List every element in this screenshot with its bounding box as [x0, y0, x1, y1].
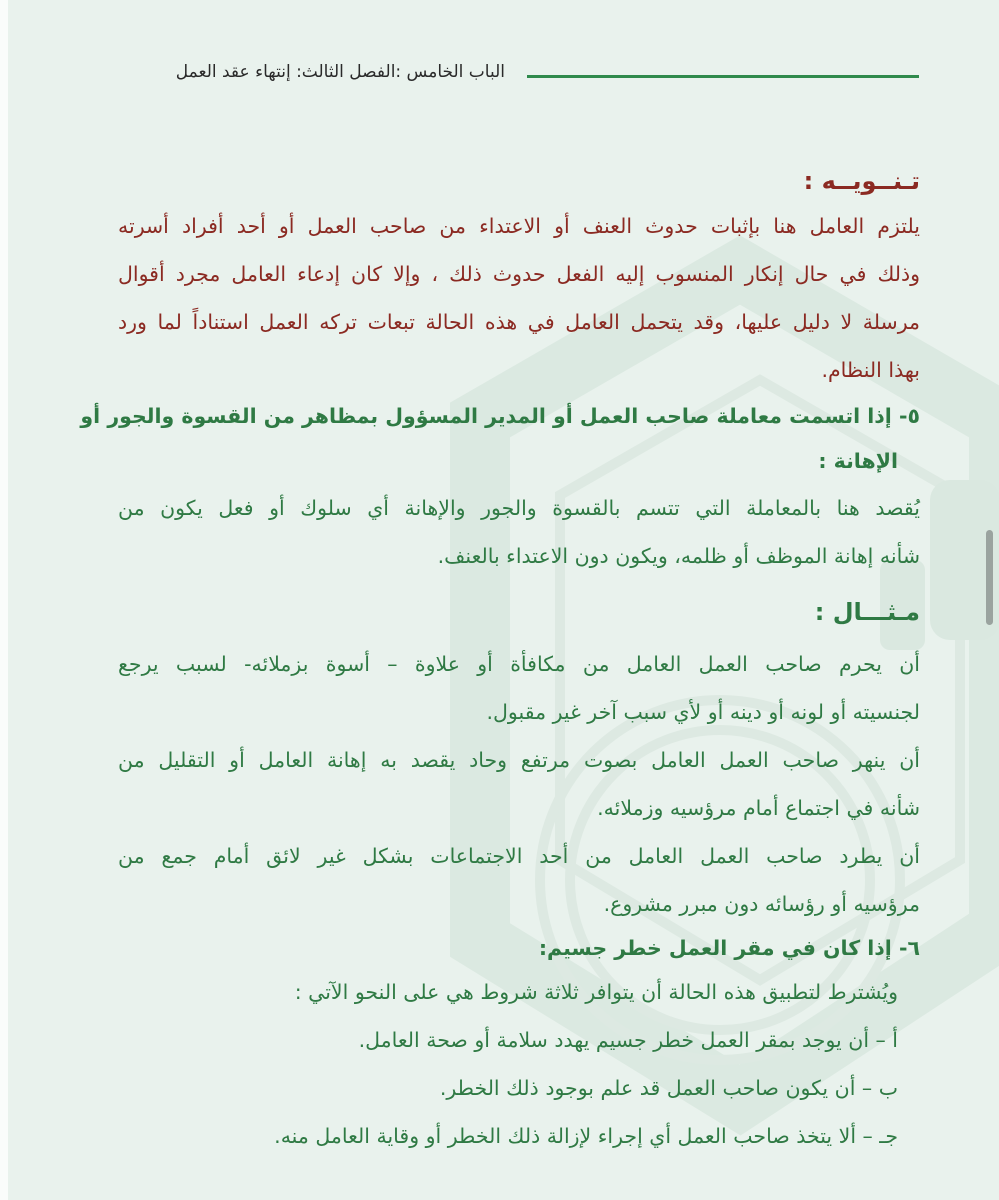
item5-title: الإهانة :: [818, 449, 898, 473]
page-header-title: الباب الخامس :الفصل الثالث: إنتهاء عقد العمل: [175, 62, 505, 82]
note-line: يلتزم العامل هنا بإثبات حدوث العنف أو الاعتداء من صاحب العمل أو أحد أفراد أسرته: [118, 214, 920, 238]
item6-line: أ – أن يوجد بمقر العمل خطر جسيم يهدد سلامة أو صحة العامل.: [358, 1028, 898, 1052]
example-line: أن يحرم صاحب العمل العامل من مكافأة أو علاوة – أسوة بزملائه- لسبب يرجع: [118, 652, 920, 676]
item5-body-line: يُقصد هنا بالمعاملة التي تتسم بالقسوة والجور والإهانة أي سلوك أو فعل يكون من: [118, 496, 920, 520]
item5-body-line: شأنه إهانة الموظف أو ظلمه، ويكون دون الاعتداء بالعنف.: [437, 544, 920, 568]
item6-title: ٦- إذا كان في مقر العمل خطر جسيم:: [538, 936, 920, 960]
page-content: [80, 160, 920, 1160]
item6-line: ب – أن يكون صاحب العمل قد علم بوجود ذلك الخطر.: [439, 1076, 898, 1100]
header-divider: [527, 75, 919, 78]
item6-line: جـ – ألا يتخذ صاحب العمل أي إجراء لإزالة ذلك الخطر أو وقاية العامل منه.: [274, 1124, 898, 1148]
note-line: وذلك في حال إنكار المنسوب إليه الفعل حدوث ذلك ، وإلا كان إدعاء العامل مجرد أقوال: [118, 262, 920, 286]
note-line: بهذا النظام.: [821, 358, 920, 382]
note-line: مرسلة لا دليل عليها، وقد يتحمل العامل في هذه الحالة تبعات تركه العمل استناداً لما ورد: [118, 310, 920, 334]
example-line: أن ينهر صاحب العمل العامل بصوت مرتفع وحاد يقصد به إهانة العامل أو التقليل من: [118, 748, 920, 772]
item6-line: ويُشترط لتطبيق هذه الحالة أن يتوافر ثلاثة شروط هي على النحو الآتي :: [294, 980, 898, 1004]
scrollbar-thumb[interactable]: [986, 530, 993, 625]
item5-title: ٥- إذا اتسمت معاملة صاحب العمل أو المدير المسؤول بمظاهر من القسوة والجور أو: [80, 404, 920, 428]
example-line: لجنسيته أو لونه أو دينه أو لأي سبب آخر غير مقبول.: [486, 700, 920, 724]
example-heading: مـثـــال :: [814, 598, 920, 626]
example-line: أن يطرد صاحب العمل العامل من أحد الاجتماعات بشكل غير لائق أمام جمع من: [118, 844, 920, 868]
example-line: شأنه في اجتماع أمام مرؤسيه وزملائه.: [597, 796, 920, 820]
note-heading: تـنــويــه :: [803, 167, 920, 195]
example-line: مرؤسيه أو رؤسائه دون مبرر مشروع.: [603, 892, 920, 916]
